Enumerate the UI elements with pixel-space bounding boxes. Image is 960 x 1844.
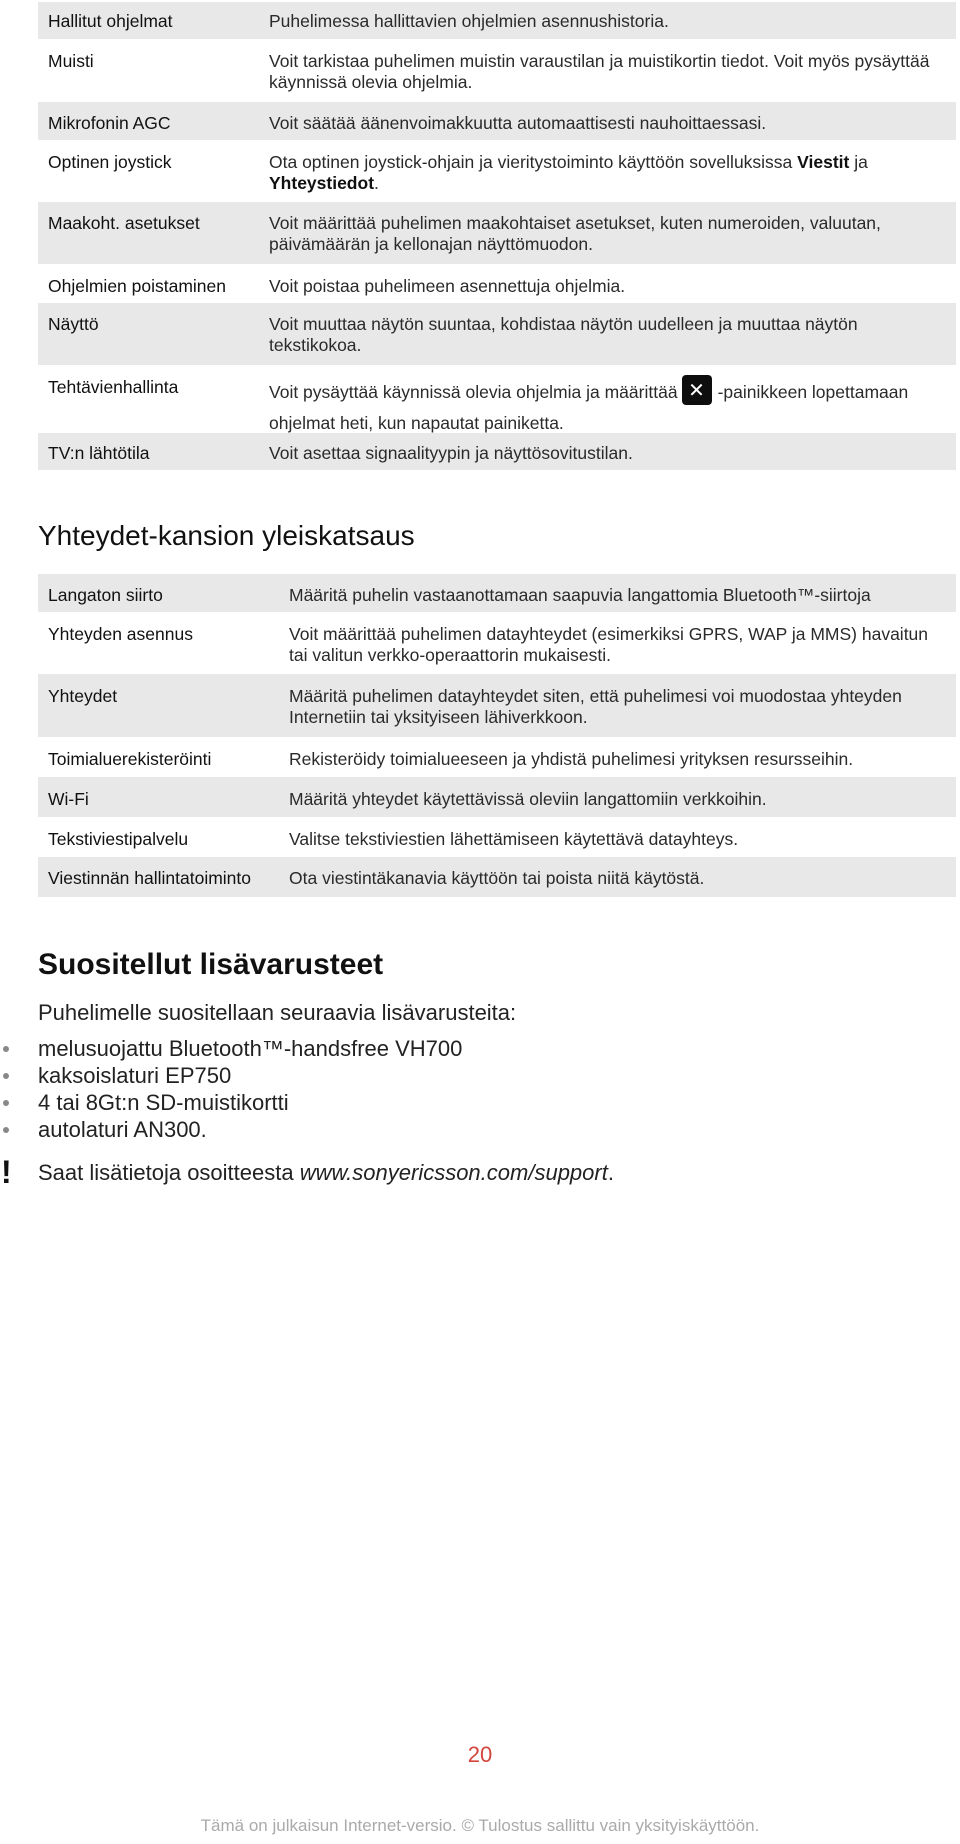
row-label: Näyttö	[48, 314, 99, 334]
table-row	[38, 365, 956, 433]
page-footer: Tämä on julkaisun Internet-versio. © Tulostus sallittu vain yksityiskäyttöön.	[200, 1816, 760, 1835]
row-desc: Voit tarkistaa puhelimen muistin varaustilan ja muistikortin tiedot. Voit myös pysäyttää käynnissä olevia ohjelmia.	[269, 51, 930, 92]
row-desc: Määritä puhelin vastaanottamaan saapuvia langattomia Bluetooth™-siirtoja	[289, 585, 871, 605]
app-name-messages: Viestit	[797, 152, 850, 172]
list-item	[0, 1116, 900, 1143]
note-text-before: Saat lisätietoja osoitteesta	[38, 1160, 300, 1185]
table-row	[38, 39, 956, 102]
settings-table	[38, 2, 956, 470]
table-row	[38, 817, 956, 857]
desc-text: Voit pysäyttää käynnissä olevia ohjelmia ja määrittää	[269, 382, 678, 402]
row-desc: Voit säätää äänenvoimakkuutta automaattisesti nauhoittaessasi.	[269, 113, 767, 133]
connections-table	[38, 574, 956, 897]
list-item	[0, 1089, 900, 1116]
desc-text: -painikkeen lopettamaan ohjelmat heti, kun napautat painiketta.	[269, 382, 909, 434]
row-label: Yhteydet	[48, 686, 118, 706]
row-label: Muisti	[48, 51, 94, 71]
row-desc: Ota viestintäkanavia käyttöön tai poista niitä käytöstä.	[289, 868, 705, 888]
table-row	[38, 140, 956, 202]
close-icon: ✕	[682, 375, 712, 405]
desc-text: Ota optinen joystick-ohjain ja vieritystoiminto käyttöön sovelluksissa	[269, 152, 798, 172]
section-title-accessories: Suositellut lisävarusteet	[38, 948, 384, 981]
row-desc: Määritä puhelimen datayhteydet siten, että puhelimesi voi muodostaa yhteyden Internetiin tai yksityiseen lähiverkkoon.	[289, 686, 902, 727]
table-row	[38, 202, 956, 264]
row-desc: Valitse tekstiviestien lähettämiseen käytettävä datayhteys.	[289, 829, 739, 849]
note-text-after: .	[607, 1160, 614, 1185]
row-label: Tekstiviestipalvelu	[48, 829, 189, 849]
section-title-connections: Yhteydet-kansion yleiskatsaus	[38, 520, 415, 551]
list-item	[0, 1062, 900, 1089]
row-label: Viestinnän hallintatoiminto	[48, 868, 252, 888]
row-desc: Voit poistaa puhelimeen asennettuja ohjelmia.	[269, 276, 626, 296]
desc-text: ja	[849, 152, 868, 172]
row-label: Langaton siirto	[48, 585, 163, 605]
row-desc: Puhelimessa hallittavien ohjelmien asennushistoria.	[269, 11, 669, 31]
row-desc: Määritä yhteydet käytettävissä oleviin langattomiin verkkoihin.	[289, 789, 767, 809]
list-item-text: 4 tai 8Gt:n SD-muistikortti	[38, 1090, 289, 1115]
app-name-contacts: Yhteystiedot	[269, 173, 375, 193]
note-text	[0, 1160, 900, 1186]
bullet-icon	[3, 1127, 9, 1133]
table-row	[38, 2, 956, 39]
table-row	[38, 264, 956, 303]
row-label: Hallitut ohjelmat	[48, 11, 173, 31]
list-item-text: melusuojattu Bluetooth™-handsfree VH700	[38, 1036, 463, 1061]
row-desc: Voit määrittää puhelimen datayhteydet (esimerkiksi GPRS, WAP ja MMS) havaitun tai valitun verkko-operaattorin mukaisesti.	[289, 624, 929, 665]
list-item-text: kaksoislaturi EP750	[38, 1063, 232, 1088]
table-row	[38, 857, 956, 897]
bullet-icon	[3, 1046, 9, 1052]
table-row	[38, 777, 956, 817]
exclamation-icon: !	[1, 1154, 12, 1190]
row-label: Toimialuerekisteröinti	[48, 749, 212, 769]
row-desc: Voit asettaa signaalityypin ja näyttösovitustilan.	[269, 443, 633, 463]
row-label: Maakoht. asetukset	[48, 213, 200, 233]
table-row	[38, 612, 956, 674]
row-label: Wi-Fi	[48, 789, 89, 809]
table-row	[38, 433, 956, 470]
row-label: TV:n lähtötila	[48, 443, 150, 463]
table-row	[38, 102, 956, 140]
info-note	[0, 1154, 900, 1190]
support-link[interactable]: www.sonyericsson.com/support	[299, 1160, 608, 1185]
table-row	[38, 737, 956, 777]
row-desc: Voit muuttaa näytön suuntaa, kohdistaa näytön uudelleen ja muuttaa näytön tekstikokoa.	[269, 314, 858, 355]
row-label: Yhteyden asennus	[48, 624, 193, 644]
row-label: Optinen joystick	[48, 152, 172, 172]
desc-text: .	[374, 173, 379, 193]
accessories-list	[0, 1035, 900, 1143]
bullet-icon	[3, 1073, 9, 1079]
table-row	[38, 674, 956, 737]
row-label: Mikrofonin AGC	[48, 113, 171, 133]
accessories-intro: Puhelimelle suositellaan seuraavia lisävarusteita:	[38, 1000, 517, 1025]
row-desc	[269, 152, 956, 194]
row-desc: Voit määrittää puhelimen maakohtaiset asetukset, kuten numeroiden, valuutan, päivämäärän ja kellonajan näyttömuodon.	[269, 213, 881, 254]
list-item-text: autolaturi AN300.	[38, 1117, 207, 1142]
row-desc: Rekisteröidy toimialueeseen ja yhdistä puhelimesi yrityksen resursseihin.	[289, 749, 854, 769]
row-desc	[269, 377, 956, 438]
list-item	[0, 1035, 900, 1062]
bullet-icon	[3, 1100, 9, 1106]
table-row	[38, 574, 956, 612]
row-label: Ohjelmien poistaminen	[48, 276, 227, 296]
page-number: 20	[467, 1742, 493, 1767]
row-label: Tehtävienhallinta	[48, 377, 179, 397]
table-row	[38, 303, 956, 365]
